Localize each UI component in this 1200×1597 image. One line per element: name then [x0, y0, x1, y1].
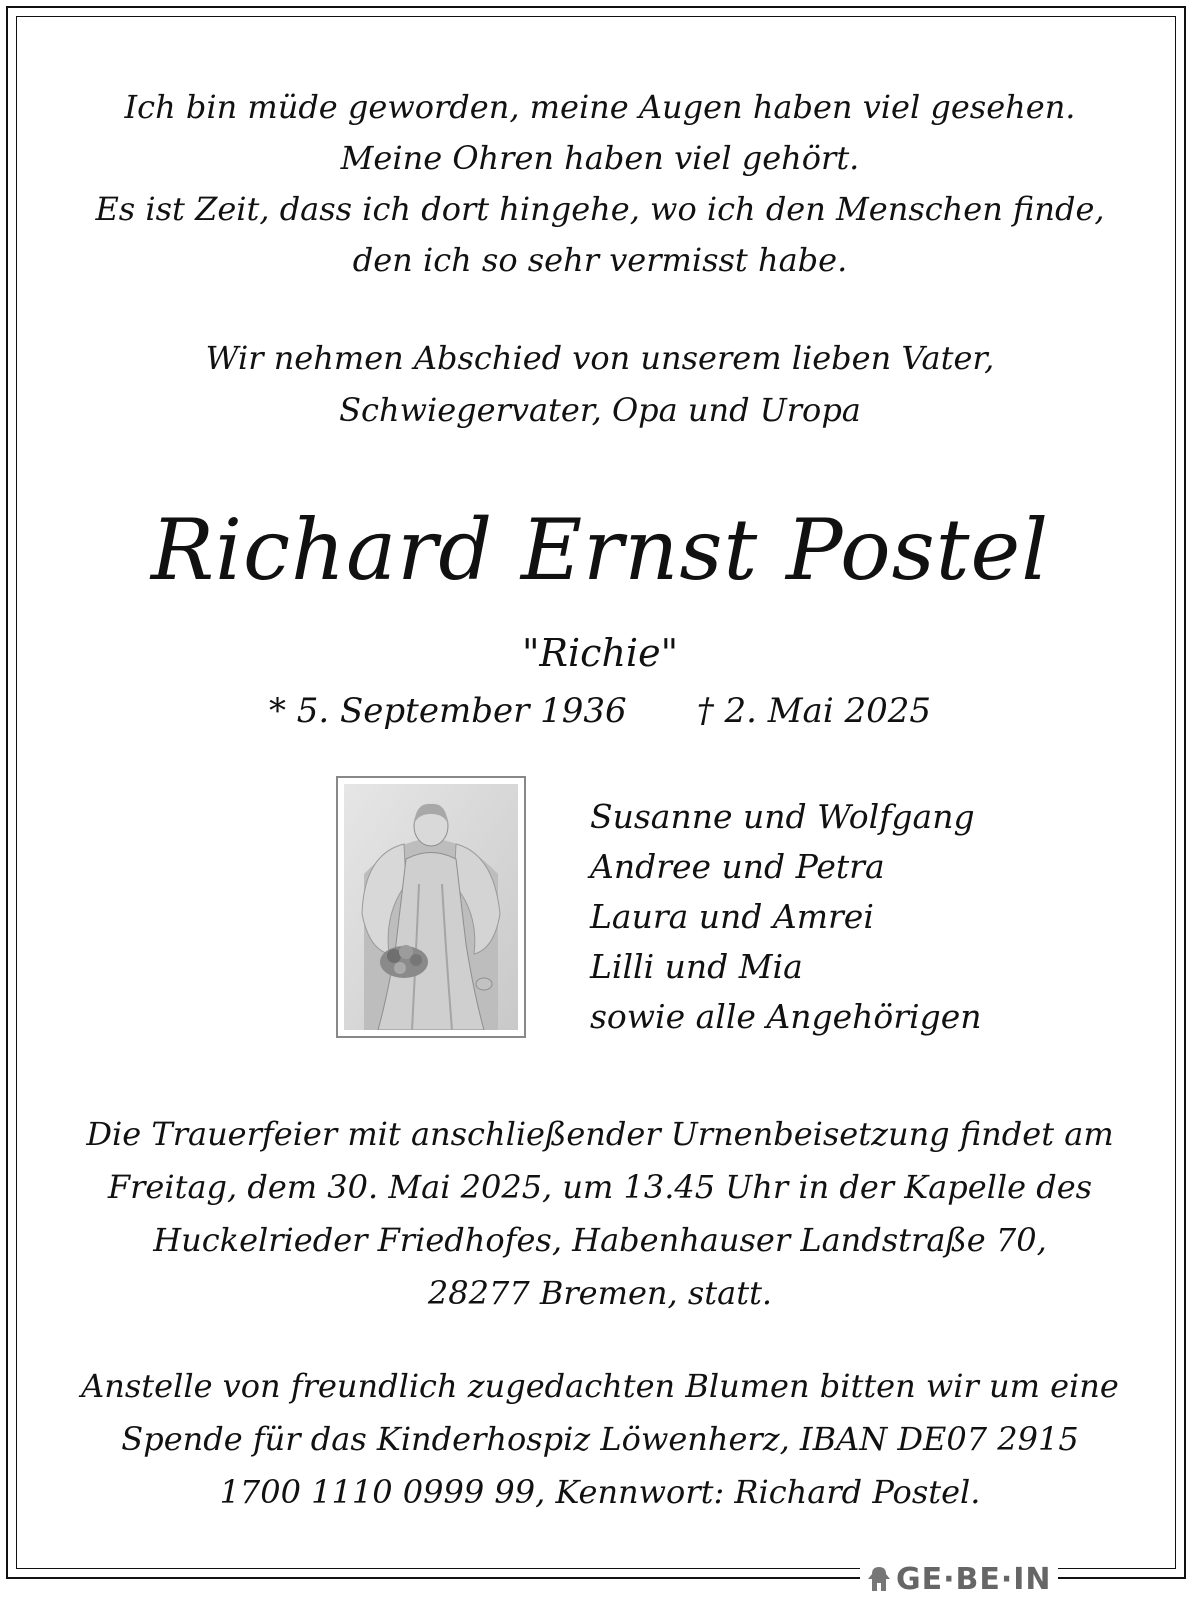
donation-line: 1700 1110 0999 99, Kennwort: Richard Postel. — [219, 1473, 981, 1511]
mourners-list — [590, 792, 982, 1042]
donation-info — [40, 1360, 1160, 1519]
farewell-text — [40, 332, 1160, 436]
poem-line: Ich bin müde geworden, meine Augen haben viel gesehen. — [124, 88, 1076, 126]
gebein-logo-text: GE·BE·IN — [896, 1561, 1052, 1597]
farewell-line: Schwiegervater, Opa und Uropa — [339, 391, 861, 429]
ceremony-line: 28277 Bremen, statt. — [427, 1274, 773, 1312]
ceremony-line: Die Trauerfeier mit anschließender Urnenbeisetzung findet am — [86, 1115, 1114, 1153]
mourner-entry: Laura und Amrei — [590, 897, 874, 936]
life-dates — [40, 686, 1160, 736]
ceremony-info — [40, 1108, 1160, 1320]
birth-date: * 5. September 1936 — [268, 691, 627, 731]
poem-line: Es ist Zeit, dass ich dort hingehe, wo ich den Menschen finde, — [95, 190, 1105, 228]
deceased-nickname: "Richie" — [521, 631, 679, 675]
poem-line: Meine Ohren haben viel gehört. — [340, 139, 860, 177]
mourner-entry: sowie alle Angehörigen — [590, 997, 982, 1036]
poem-line: den ich so sehr vermisst habe. — [352, 241, 848, 279]
gebein-logo-icon — [866, 1565, 892, 1593]
mourner-entry: Andree und Petra — [590, 847, 885, 886]
deceased-name: Richard Ernst Postel — [150, 501, 1050, 599]
farewell-line: Wir nehmen Abschied von unserem lieben Vater, — [205, 339, 995, 377]
gebein-logo — [860, 1561, 1058, 1597]
mourner-entry: Susanne und Wolfgang — [590, 797, 975, 836]
mourner-entry: Lilli und Mia — [590, 947, 803, 986]
angel-statue-image — [344, 784, 518, 1030]
donation-line: Spende für das Kinderhospiz Löwenherz, IBAN DE07 2915 — [121, 1420, 1079, 1458]
donation-line: Anstelle von freundlich zugedachten Blumen bitten wir um eine — [81, 1367, 1119, 1405]
ceremony-line: Freitag, dem 30. Mai 2025, um 13.45 Uhr in der Kapelle des — [107, 1168, 1093, 1206]
ceremony-line: Huckelrieder Friedhofes, Habenhauser Landstraße 70, — [153, 1221, 1047, 1259]
death-date: † 2. Mai 2025 — [696, 691, 932, 731]
angel-statue-photo — [336, 776, 526, 1038]
poem — [40, 82, 1160, 286]
